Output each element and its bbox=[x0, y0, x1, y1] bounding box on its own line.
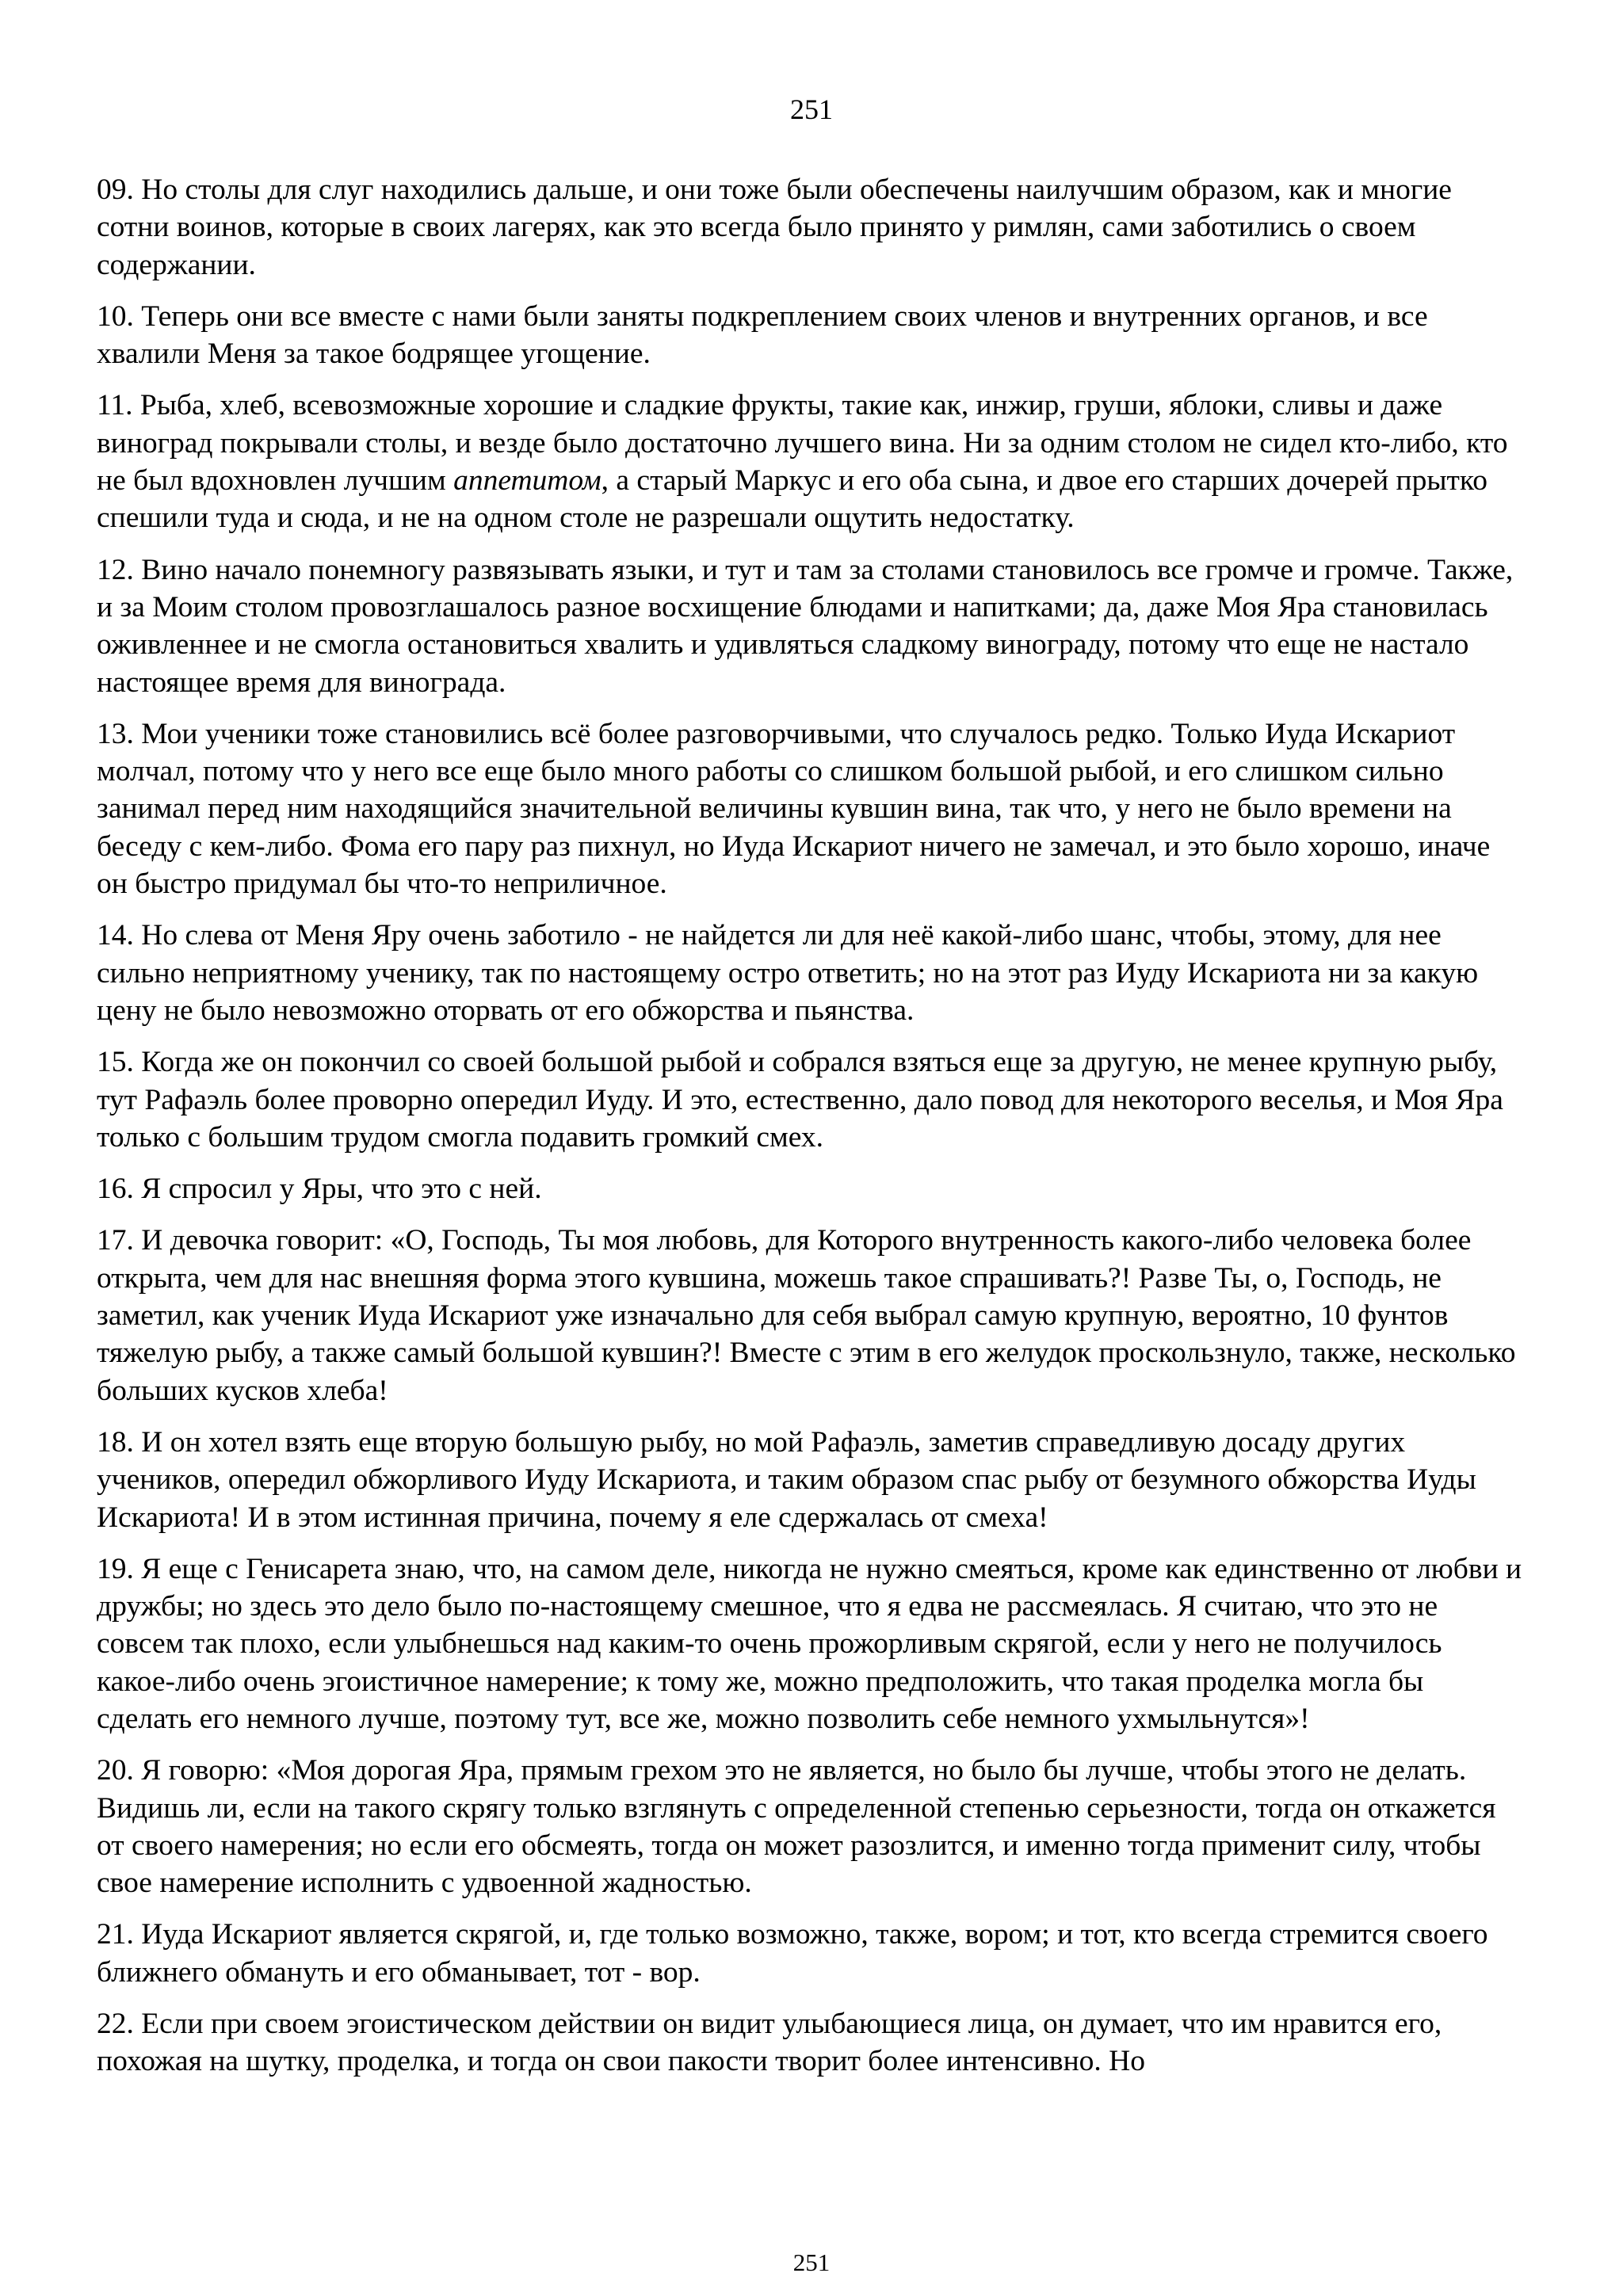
paragraph bbox=[97, 1752, 1523, 1901]
paragraph bbox=[97, 1550, 1523, 1737]
paragraph bbox=[97, 2005, 1523, 2081]
text-run: 10. Теперь они все вместе с нами были заняты подкреплением своих членов и внутренних органов, и все хвалили Меня за такое бодрящее угощение. bbox=[97, 299, 1428, 371]
text-run: 13. Мои ученики тоже становились всё более разговорчивыми, что случалось редко. Только Иуда Искариот молчал, потому что у него все еще было много работы со слишком большой рыбой, и его слишком сильно занимал перед ним находящийся значительной величины кувшин вина, так что, у него не было времени на беседу с кем-либо. Фома его пару раз пихнул, но Иуда Искариот ничего не замечал, и это было хорошо, иначе он быстро придумал бы что-то неприличное. bbox=[97, 717, 1491, 901]
text-run: 22. Если при своем эгоистическом действии он видит улыбающиеся лица, он думает, что им нравится его, похожая на шутку, проделка, и тогда он свои пакости творит более интенсивно. Но bbox=[97, 2008, 1442, 2078]
page-number-bottom: 251 bbox=[792, 2248, 831, 2276]
text-run: 16. Я спросил у Яры, что это с ней. bbox=[97, 1173, 542, 1206]
paragraph bbox=[97, 171, 1523, 284]
paragraph bbox=[97, 917, 1523, 1029]
paragraph bbox=[97, 1424, 1523, 1536]
text-run: 11. Рыба, хлеб, всевозможные хорошие и сладкие фрукты, такие как, инжир, груши, яблоки, сливы и даже виноград покрывали столы, и везде было достаточно лучшего вина. Ни за одним столом не сидел кто-либо, кто не был вдохновлен лучшим bbox=[97, 389, 1508, 498]
paragraph bbox=[97, 1222, 1523, 1409]
text-run: 19. Я еще с Генисарета знаю, что, на самом деле, никогда не нужно смеяться, кроме как единственно от любви и дружбы; но здесь это дело было по-настоящему смешное, что я едва не рассмеялась. Я считаю, что это не совсем так плохо, если улыбнешься над каким-то очень прожорливым скрягой, если у него не получилось какое-либо очень эгоистичное намерение; к тому же, можно предположить, что такая проделка могла бы сделать его немного лучше, поэтому тут, все же, можно позволить себе немного ухмыльнутся»! bbox=[97, 1552, 1522, 1735]
text-run: 17. И девочка говорит: «О, Господь, Ты моя любовь, для Которого внутренность какого-либо человека более открыта, чем для нас внешняя форма этого кувшина, можешь такое спрашивать?! Разве Ты, о, Господь, не заметил, как ученик Иуда Искариот уже изначально для себя выбрал самую крупную, вероятно, 10 фунтов тяжелую рыбу, а также самый большой кувшин?! Вместе с этим в его желудок проскользнуло, также, несколько больших кусков хлеба! bbox=[97, 1224, 1516, 1407]
paragraph bbox=[97, 715, 1523, 902]
text-run: 12. Вино начало понемногу развязывать языки, и тут и там за столами становилось все громче и громче. Также, и за Моим столом провозглашалось разное восхищение блюдами и напитками; да, даже Моя Яра становилась оживленнее и не смогла остановиться хвалить и удивляться сладкому винограду, потому что еще не настало настоящее время для винограда. bbox=[97, 553, 1514, 699]
text-run: , а старый Маркус и его оба сына, и двое его старших дочерей прытко спешили туда и сюда, и не на одном столе не разрешали ощутить недостатку. bbox=[97, 464, 1487, 535]
text-run: 15. Когда же он покончил со своей большой рыбой и собрался взяться еще за другую, не менее крупную рыбу, тут Рафаэль более проворно опередил Иуду. И это, естественно, дало повод для некоторого веселья, и Моя Яра только с большим трудом смогла подавить громкий смех. bbox=[97, 1046, 1503, 1154]
document-body bbox=[97, 171, 1523, 2095]
text-run: 21. Иуда Искариот является скрягой, и, где только возможно, также, вором; и тот, кто всегда стремится своего ближнего обмануть и его обманывает, тот - вор. bbox=[97, 1918, 1488, 1989]
paragraph bbox=[97, 298, 1523, 373]
italic-text: аппетитом bbox=[453, 464, 601, 498]
paragraph bbox=[97, 1916, 1523, 1991]
text-run: 20. Я говорю: «Моя дорогая Яра, прямым грехом это не является, но было бы лучше, чтобы этого не делать. Видишь ли, если на такого скрягу только взглянуть с определенной степенью серьезности, тогда он откажется от своего намерения; но если его обсмеять, тогда он может разозлится, и именно тогда применит силу, чтобы свое намерение исполнить с удвоенной жадностью. bbox=[97, 1754, 1496, 1900]
page-number-top: 251 bbox=[790, 93, 833, 125]
text-run: 09. Но столы для слуг находились дальше, и они тоже были обеспечены наилучшим образом, как и многие сотни воинов, которые в своих лагерях, как это всегда было принято у римлян, сами заботились о своем содержании. bbox=[97, 174, 1452, 281]
paragraph bbox=[97, 1170, 1523, 1207]
paragraph bbox=[97, 1043, 1523, 1156]
text-run: 14. Но слева от Меня Яру очень заботило - не найдется ли для неё какой-либо шанс, чтобы, этому, для нее сильно неприятному ученику, так по настоящему остро ответить; но на этот раз Иуду Искариота ни за какую цену не было невозможно оторвать от его обжорства и пьянства. bbox=[97, 919, 1479, 1027]
paragraph bbox=[97, 387, 1523, 536]
paragraph bbox=[97, 551, 1523, 701]
text-run: 18. И он хотел взять еще вторую большую рыбу, но мой Рафаэль, заметив справедливую досаду других учеников, опередил обжорливого Иуду Искариота, и таким образом спас рыбу от безумного обжорства Иуды Искариота! И в этом истинная причина, почему я еле сдержалась от смеха! bbox=[97, 1425, 1476, 1534]
